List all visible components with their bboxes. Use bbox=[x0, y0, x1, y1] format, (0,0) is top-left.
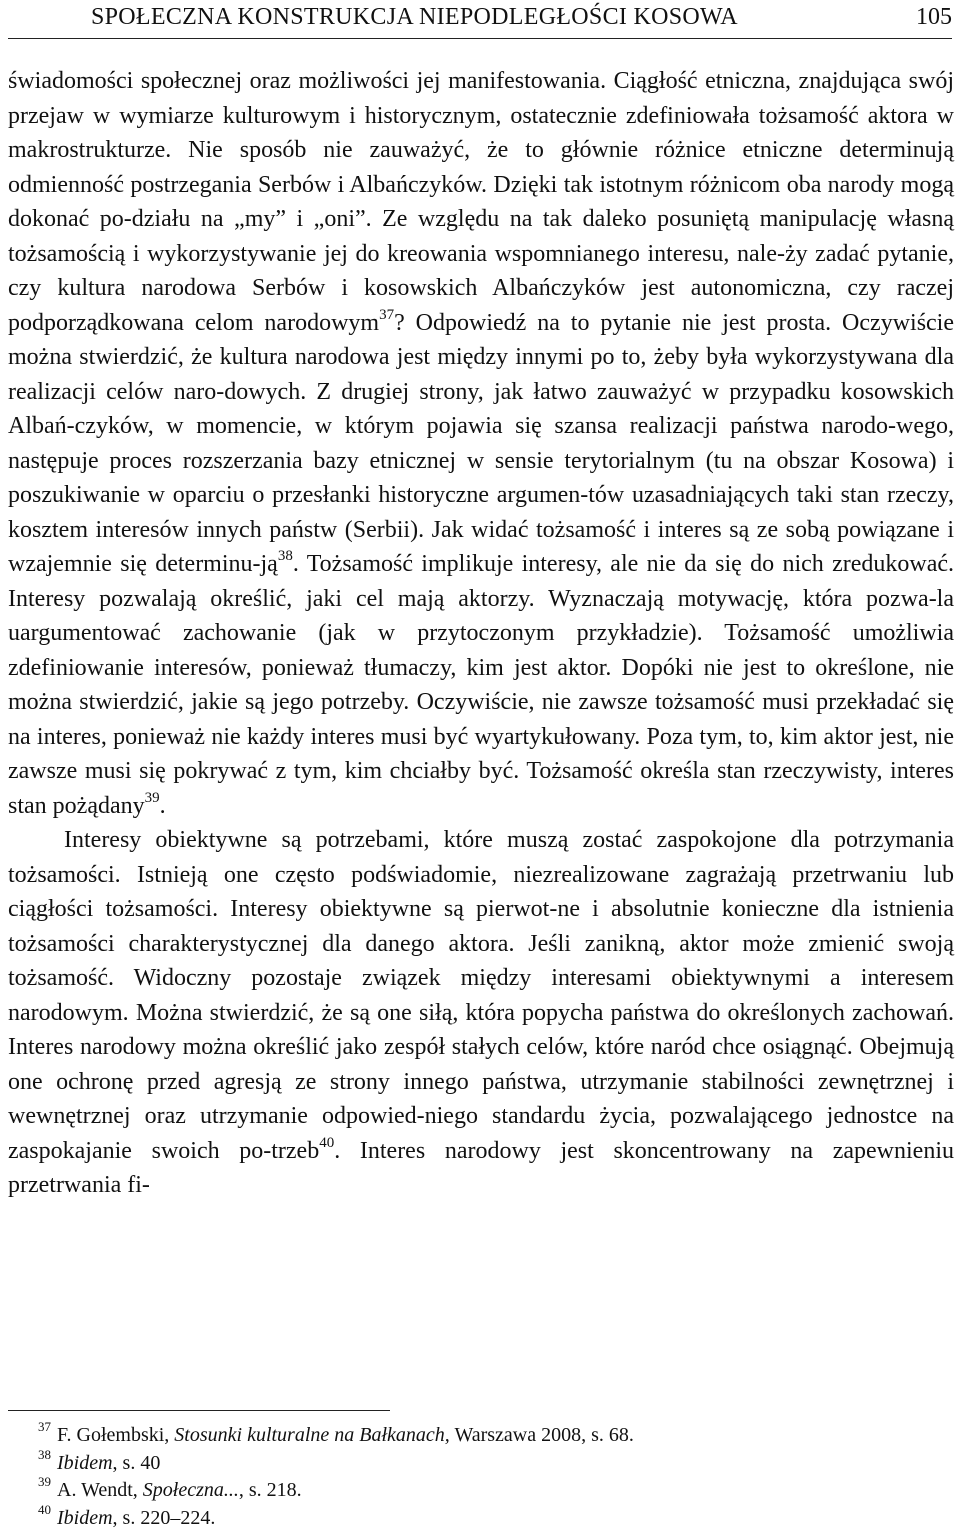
footnote-title: Ibidem bbox=[57, 1451, 113, 1474]
footnote-number: 39 bbox=[38, 1474, 51, 1490]
running-header bbox=[8, 0, 952, 39]
footnote-text: , s. 40 bbox=[112, 1451, 161, 1474]
footnote-ref-37[interactable]: 37 bbox=[379, 306, 395, 323]
footnote-text: , s. 218. bbox=[238, 1479, 302, 1501]
footnote-ref-38[interactable]: 38 bbox=[277, 548, 293, 564]
text-segment: . bbox=[159, 792, 166, 819]
text-segment: świadomości społecznej oraz możliwości jej manifestowania. Ciągłość etniczna, znajdująca swój przejaw w wymiarze kulturowym i historycznym, ostatecznie zdefiniowała tożsamość aktora w makrostrukturze. Nie sposób nie zauważyć, że to głównie różnice etniczne determinują odmienność postrzegania Serbów i Albańczyków. Dzięki tak istotnym różnicom oba narody mogą dokonać po-działu na „my” i „oni”. Ze względu na tak daleko posuniętą manipulację własną tożsamością i wykorzystywanie jej do kreowania wspomnianego interesu, nale-ży zadać pytanie, czy kultura narodowa Serbów i kosowskich Albańczyków jest autonomiczna, czy raczej podporządkowana celom narodowym bbox=[8, 68, 954, 336]
paragraph-1 bbox=[8, 64, 954, 823]
footnote-divider bbox=[8, 1410, 390, 1411]
footnote-ref-39[interactable]: 39 bbox=[144, 789, 160, 806]
text-segment: ? Odpowiedź na to pytanie nie jest prosta. Oczywiście można stwierdzić, że kultura narodowa jest między innymi po to, żeby była wykorzystywana dla realizacji celów naro-dowych. Z drugiej strony, jak łatwo zauważyć w przypadku kosowskich Albań-czyków, w momencie, w którym pojawia się szansa realizacji państwa narodo-wego, następuje proces rozszerzania bazy etnicznej w sensie terytorialnym (tu na obszar Kosowa) i poszukiwanie w oparciu o przesłanki historyczne argumen-tów uzasadniających taki stan rzeczy, kosztem interesów innych państw (Serbii). Jak widać tożsamość i interes są ze sobą powiązane i wzajemnie się determinu-ją bbox=[8, 309, 955, 577]
text-segment: . Tożsamość implikuje interesy, ale nie da się do nich zredukować. Interesy pozwalają określić, jaki cel mają aktorzy. Wyznaczają motywację, która pozwa-la uargumentować zachowanie (jak w przytoczonym przykładzie). Tożsamość umożliwia zdefiniowanie interesów, ponieważ tłumaczy, kim jest aktor. Dopóki nie jest to określone, nie można stwierdzić, jakie są jego potrzeby. Oczywiście, nie zawsze tożsamość musi przekładać się na interes, ponieważ nie każdy interes musi być wyartykułowany. Poza tym, to, kim aktor jest, nie zawsze musi się pokrywać z tym, kim chciałby być. Tożsamość określa stan rzeczywisty, interes stan pożądany bbox=[8, 551, 954, 819]
footnote-40 bbox=[38, 1501, 938, 1533]
footnote-title: Ibidem bbox=[57, 1506, 113, 1529]
footnote-text: F. Gołembski, bbox=[57, 1424, 175, 1446]
footnote-text: A. Wendt, bbox=[57, 1479, 143, 1501]
footnote-title: Społeczna... bbox=[142, 1479, 239, 1501]
footnote-title: Stosunki kulturalne na Bałkanach, bbox=[174, 1424, 450, 1446]
paragraph-2 bbox=[8, 823, 954, 1203]
footnote-text: , s. 220–224. bbox=[112, 1506, 216, 1529]
page-number: 105 bbox=[916, 4, 952, 30]
footnote-38 bbox=[38, 1446, 938, 1478]
running-title: SPOŁECZNA KONSTRUKCJA NIEPODLEGŁOŚCI KOSOWA bbox=[91, 4, 738, 30]
footnotes bbox=[38, 1419, 938, 1532]
footnote-39 bbox=[38, 1474, 938, 1505]
footnote-number: 38 bbox=[38, 1446, 51, 1462]
text-segment: Interesy obiektywne są potrzebami, które muszą zostać zaspokojone dla potrzymania tożsamości. Istnieją one często podświadomie, niezrealizowane zagrażają przetrwaniu lub ciągłości tożsamości. Interesy obiektywne są pierwot-ne i absolutnie konieczne dla istnienia tożsamości charakterystycznej dla danego aktora. Jeśli zanikną, aktor może zmienić swoją tożsamość. Widoczny pozostaje związek między interesami obiektywnymi a interesem narodowym. Można stwierdzić, że są one siłą, która popycha państwa do określonych zachowań. Interes narodowy można określić jako zespół stałych celów, które naród chce osiągnąć. Obejmują one ochronę przed agresją ze strony innego państwa, utrzymanie stabilności zewnętrznej i wewnętrznej oraz utrzymanie odpowied-niego standardu życia, pozwalającego jednostce na zaspokajanie swoich po-trzeb bbox=[8, 827, 954, 1164]
footnote-ref-40[interactable]: 40 bbox=[319, 1134, 335, 1151]
main-text bbox=[8, 64, 954, 1203]
footnote-number: 37 bbox=[38, 1419, 51, 1435]
footnote-number: 40 bbox=[38, 1501, 51, 1517]
text-segment: . Interes narodowy jest skoncentrowany na zapewnieniu przetrwania fi- bbox=[8, 1137, 954, 1198]
footnote-text: Warszawa 2008, s. 68. bbox=[449, 1424, 634, 1446]
footnote-37 bbox=[38, 1419, 938, 1450]
